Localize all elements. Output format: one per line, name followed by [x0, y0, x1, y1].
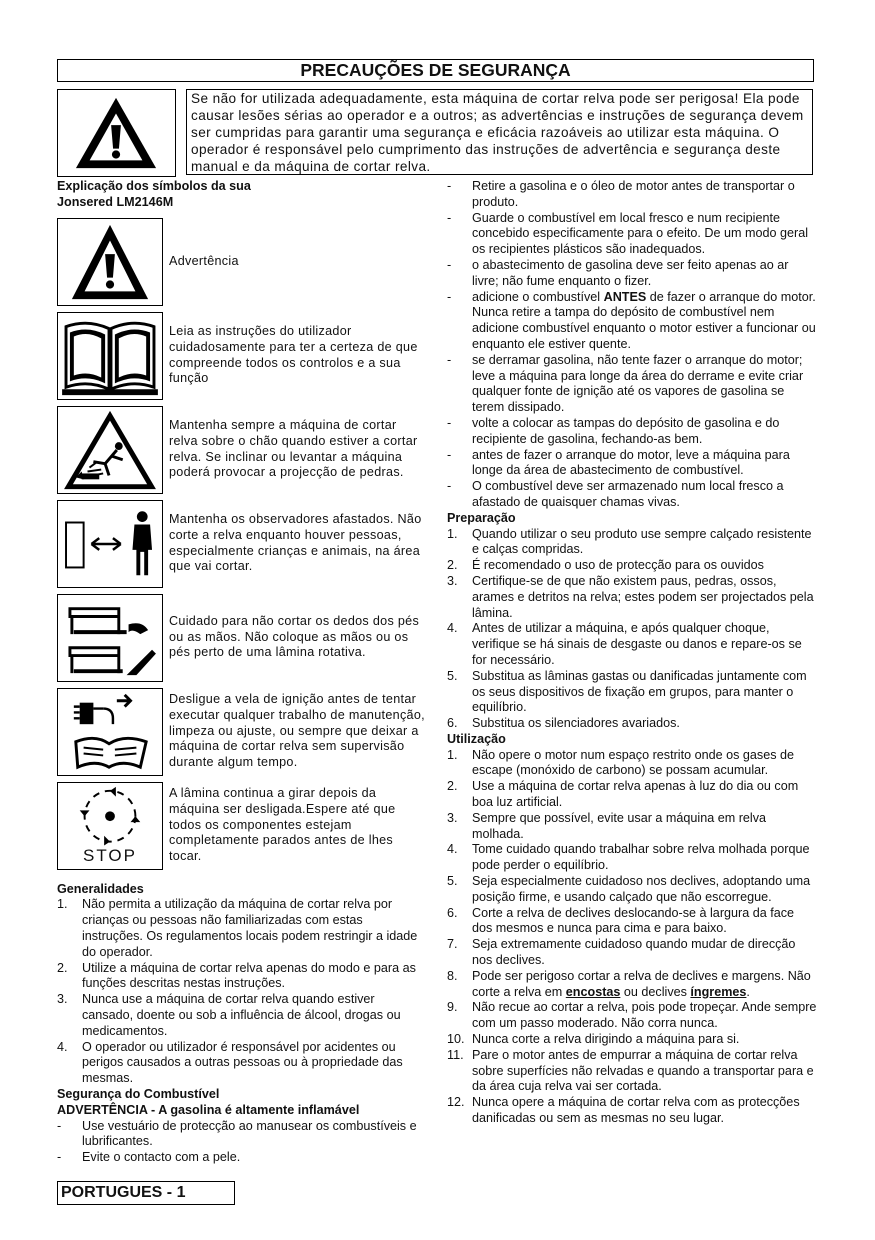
- symbol-label: Desligue a vela de ignição antes de tentar executar qualquer trabalho de manutenção, limpeza ou ajuste, ou sempre que deixar a máquina de cortar relva sem supervisão durante algum tempo.: [169, 692, 425, 770]
- list-item: 2. Use a máquina de cortar relva apenas à luz do dia ou com boa luz artificial.: [447, 779, 799, 810]
- symbol-label: Advertência: [169, 253, 239, 268]
- list-item: - O combustível deve ser armazenado num local fresco a afastado de quaisquer chamas vivas.: [447, 479, 817, 511]
- fuel-list-right: [447, 179, 817, 511]
- page-title: PRECAUÇÕES DE SEGURANÇA: [57, 59, 814, 82]
- fuel-warning: ADVERTÊNCIA - A gasolina é altamente inflamável: [57, 1102, 360, 1117]
- list-item: 6. Substitua os silenciadores avariados.: [447, 716, 680, 731]
- left-column: [57, 179, 425, 1166]
- intro-warning-text: Se não for utilizada adequadamente, esta máquina de cortar relva pode ser perigosa! Ela pode causar lesões sérias ao operador e a outros; as advertências e instruções de segurança devem ser cumpridas para garantir uma segurança e eficácia razoáveis ao utilizar esta máquina. O operador é responsável pelo cumprimento das instruções de advertência e segurança deste manual e da máquina de cortar relva.: [186, 89, 813, 175]
- list-item: - adicione o combustível ANTES de fazer o arranque do motor. Nunca retire a tampa do depósito de combustível nem adicione combustível enquanto o motor estiver a funcionar ou enquanto ele estiver quente.: [447, 290, 817, 353]
- list-item: - Retire a gasolina e o óleo de motor antes de transportar o produto.: [447, 179, 817, 211]
- list-item: 4. Tome cuidado quando trabalhar sobre relva molhada porque pode perder o equilíbrio.: [447, 842, 810, 873]
- keep-distance-icon: [57, 500, 163, 588]
- generalidades-heading: Generalidades: [57, 881, 144, 896]
- list-item: 5. Substitua as lâminas gastas ou danificadas juntamente com os seus dispositivos de fixação em grupos, para manter o equilíbrio.: [447, 668, 807, 715]
- symbol-row-keep-distance: [57, 500, 425, 591]
- list-item: 9. Não recue ao cortar a relva, pois pode tropeçar. Ande sempre com um passo moderado. Não corra nunca.: [447, 1000, 817, 1031]
- symbol-row-spark-plug: [57, 688, 425, 779]
- list-item: - volte a colocar as tampas do depósito de gasolina e do recipiente de gasolina, fechando-as bem.: [447, 416, 817, 448]
- list-item: 4. O operador ou utilizador é responsável por acidentes ou perigos causados a outras pessoas ou à propriedade das mesmas.: [57, 1039, 403, 1086]
- utilizacao-heading: Utilização: [447, 731, 506, 746]
- list-item: - se derramar gasolina, não tente fazer o arranque do motor; leve a máquina para longe da área do derrame e evite criar qualquer fonte de ignição até os vapores de gasolina se terem dissipado.: [447, 353, 817, 416]
- right-column: [447, 179, 817, 1127]
- open-manual-icon: [57, 312, 163, 400]
- list-item: - antes de fazer o arranque do motor, leve a máquina para longe da área de abastecimento de combustível.: [447, 448, 817, 480]
- utilizacao-list: [447, 748, 817, 1127]
- list-item: 3. Nunca use a máquina de cortar relva quando estiver cansado, doente ou sob a influência de álcool, drogas ou medicamentos.: [57, 992, 401, 1038]
- symbol-label: A lâmina continua a girar depois da máquina ser desligada.Espere até que todos os componentes estejam completamente parados antes de lhes tocar.: [169, 786, 396, 864]
- fuel-list-left: [57, 1119, 425, 1166]
- thrown-objects-icon: [57, 406, 163, 494]
- fuel-safety-heading: Segurança do Combustível: [57, 1086, 220, 1101]
- list-item: 11. Pare o motor antes de empurrar a máquina de cortar relva sobre superfícies não relvadas e quando a transportar para e da área cuja relva vai ser cortada.: [447, 1047, 814, 1094]
- list-item: 7. Seja extremamente cuidadoso quando mudar de direcção nos declives.: [447, 937, 796, 968]
- list-item: 10. Nunca corte a relva dirigindo a máquina para si.: [447, 1032, 740, 1047]
- symbols-heading: Explicação dos símbolos da sua Jonsered LM2146M: [57, 179, 251, 209]
- list-item: - Evite o contacto com a pele.: [57, 1150, 425, 1166]
- list-item: 1. Quando utilizar o seu produto use sempre calçado resistente e calças compridas.: [447, 526, 812, 557]
- list-item: 8. Pode ser perigoso cortar a relva de declives e margens. Não corte a relva em encostas ou declives íngremes.: [447, 968, 811, 999]
- symbol-label: Cuidado para não cortar os dedos dos pés ou as mãos. Não coloque as mãos ou os pés perto de uma lâmina rotativa.: [169, 613, 420, 660]
- preparacao-list: [447, 527, 817, 732]
- list-item: 4. Antes de utilizar a máquina, e após qualquer choque, verifique se há sinais de desgaste ou danos e repare-os se for necessário.: [447, 621, 802, 667]
- generalidades-list: [57, 897, 425, 1087]
- symbol-row-blade-stop: [57, 782, 425, 873]
- list-item: 6. Corte a relva de declives deslocando-se à largura da face dos mesmos e nunca para cima e para baixo.: [447, 905, 795, 936]
- list-item: 1. Não opere o motor num espaço restrito onde os gases de escape (monóxido de carbono) se possam acumular.: [447, 747, 795, 778]
- list-item: - o abastecimento de gasolina deve ser feito apenas ao ar livre; não fume enquanto o fizer.: [447, 258, 817, 290]
- stop-label: STOP: [83, 845, 137, 865]
- list-item: 3. Certifique-se de que não existem paus, pedras, ossos, arames e detritos na relva; estes podem ser projectados pela lâmina.: [447, 573, 814, 620]
- symbol-label: Leia as instruções do utilizador cuidadosamente para ter a certeza de que compreende todos os controlos e a sua função: [169, 324, 418, 386]
- list-item: 5. Seja especialmente cuidadoso nos declives, adoptando uma posição firme, e usando calçado que não escorregue.: [447, 874, 811, 904]
- list-item: 2. É recomendado o uso de protecção para os ouvidos: [447, 558, 764, 573]
- warning-triangle-icon: [57, 89, 176, 177]
- list-item: 3. Sempre que possível, evite usar a máquina em relva molhada.: [447, 810, 767, 841]
- list-item: - Use vestuário de protecção ao manusear os combustíveis e lubrificantes.: [57, 1119, 425, 1151]
- symbol-row-hands-feet: [57, 594, 425, 685]
- symbol-label: Mantenha os observadores afastados. Não corte a relva enquanto houver pessoas, especialmente crianças e animais, na área que vai cortar.: [169, 512, 422, 574]
- symbol-row-manual: [57, 312, 425, 403]
- symbol-label: Mantenha sempre a máquina de cortar relva sobre o chão quando estiver a cortar relva. Se inclinar ou levantar a máquina poderá provocar a projecção de pedras.: [169, 418, 418, 480]
- page-footer: PORTUGUES - 1: [57, 1181, 235, 1205]
- symbol-row-warning: [57, 218, 425, 309]
- rotating-blade-stop-icon: [57, 782, 163, 870]
- list-item: 1. Não permita a utilização da máquina de cortar relva por crianças ou pessoas não familiarizadas com estas instruções. Os regulamentos locais podem restringir a idade do operador.: [57, 897, 418, 959]
- symbol-row-thrown-objects: [57, 406, 425, 497]
- spark-plug-manual-icon: [57, 688, 163, 776]
- list-item: 12. Nunca opere a máquina de cortar relva com as protecções danificadas ou sem as mesmas no seu lugar.: [447, 1095, 800, 1126]
- warning-triangle-icon: [57, 218, 163, 306]
- list-item: - Guarde o combustível em local fresco e num recipiente concebido especificamente para o efeito. De um modo geral os recipientes plásticos são inadequados.: [447, 211, 817, 258]
- hands-feet-blade-icon: [57, 594, 163, 682]
- preparacao-heading: Preparação: [447, 510, 516, 525]
- list-item: 2. Utilize a máquina de cortar relva apenas do modo e para as funções descritas nestas instruções.: [57, 960, 416, 991]
